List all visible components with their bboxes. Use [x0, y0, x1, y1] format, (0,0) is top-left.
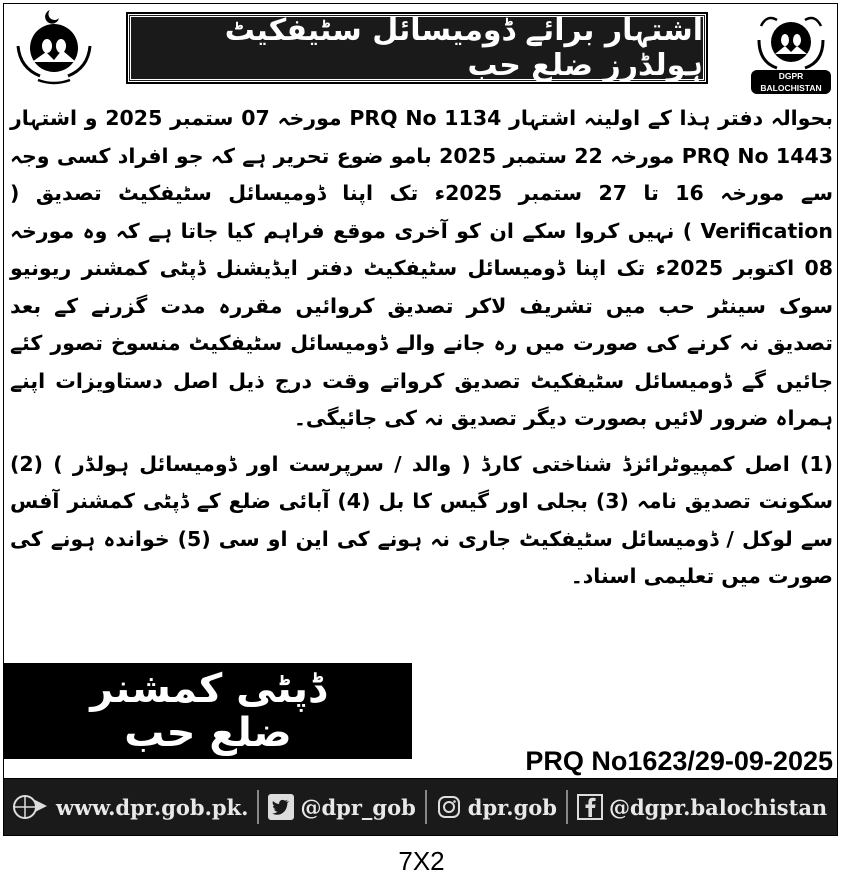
footer-twitter[interactable] — [262, 779, 421, 835]
website-link[interactable]: www.dpr.gob.pk. — [56, 794, 249, 820]
footer-instagram[interactable] — [430, 779, 563, 835]
footer-divider — [425, 790, 427, 824]
prq-reference: PRQ No1623/29-09-2025 — [525, 746, 833, 776]
footer-bar — [3, 778, 838, 836]
advertisement-body — [10, 100, 833, 596]
dgpr-logo-caption: DGPR BALOCHISTAN — [751, 70, 831, 94]
dgpr-balochistan-emblem-icon — [747, 6, 835, 93]
page-title: اشتہار برائے ڈومیسائل سٹیفکیٹ ہولڈرز ضلع حب — [128, 14, 706, 82]
twitter-icon — [268, 794, 294, 820]
footer-facebook[interactable] — [571, 779, 833, 835]
instagram-handle[interactable]: dpr.gob — [467, 794, 557, 820]
facebook-icon — [577, 794, 603, 820]
ad-size-label: 7X2 — [398, 846, 445, 876]
balochistan-emblem-icon — [10, 6, 98, 86]
signature-district: ضلع حب — [124, 710, 292, 756]
globe-icon — [10, 794, 50, 820]
footer-website[interactable] — [4, 779, 254, 835]
signature-block — [4, 663, 412, 759]
notice-paragraph: بحوالہ دفتر ہذا کے اولینہ اشتہار PRQ No 1134 مورخہ 07 ستمبر 2025 و اشتہار PRQ No 1443 مورخہ 22 ستمبر 2025 بامو ضوع تحریر ہے کہ جو افراد کسی وجہ سے مورخہ 16 تا 27 ستمبر 2025ء تک اپنا ڈومیسائل سٹیفکیٹ تصدیق ( Verification ) نہیں کروا سکے ان کو آخری موقع فراہم کیا جاتا ہے کہ وہ مورخہ 08 اکتوبر 2025ء تک اپنا ڈومیسائل سٹیفکیٹ دفتر ایڈیشنل ڈپٹی کمشنر ریونیو سوک سینٹر حب میں تشریف لاکر تصدیق کروائیں مقررہ مدت گزرنے کے بعد تصدیق نہ کرنے کی صورت میں رہ جانے والے ڈومیسائل سٹیفکیٹ منسوخ تصور کئے جائیں گے ڈومیسائل سٹیفکیٹ تصدیق کرواتے وقت درج ذیل اصل دستاویزات اپنے ہمراہ ضرور لائیں بصورت دیگر تصدیق نہ کی جائیگی۔ — [10, 106, 833, 430]
required-documents-list: (1) اصل کمپیوٹرائزڈ شناختی کارڈ ( والد / سرپرست اور ڈومیسائل ہولڈر ) (2) سکونت تصدیق نامہ (3) بجلی اور گیس کا بل (4) آبائی ضلع کے ڈپٹی کمشنر آفس سے لوکل / ڈومیسائل سٹیفکیٹ جاری نہ ہونے کی این او سی (5) خواندہ ہونے کی صورت میں تعلیمی اسناد۔ — [10, 451, 833, 588]
instagram-icon — [436, 794, 462, 820]
facebook-handle[interactable]: @dgpr.balochistan — [609, 794, 828, 820]
footer-divider — [257, 790, 259, 824]
signature-title: ڈپٹی کمشنر — [90, 666, 326, 712]
footer-divider — [566, 790, 568, 824]
twitter-handle[interactable]: @dpr_gob — [300, 794, 416, 820]
